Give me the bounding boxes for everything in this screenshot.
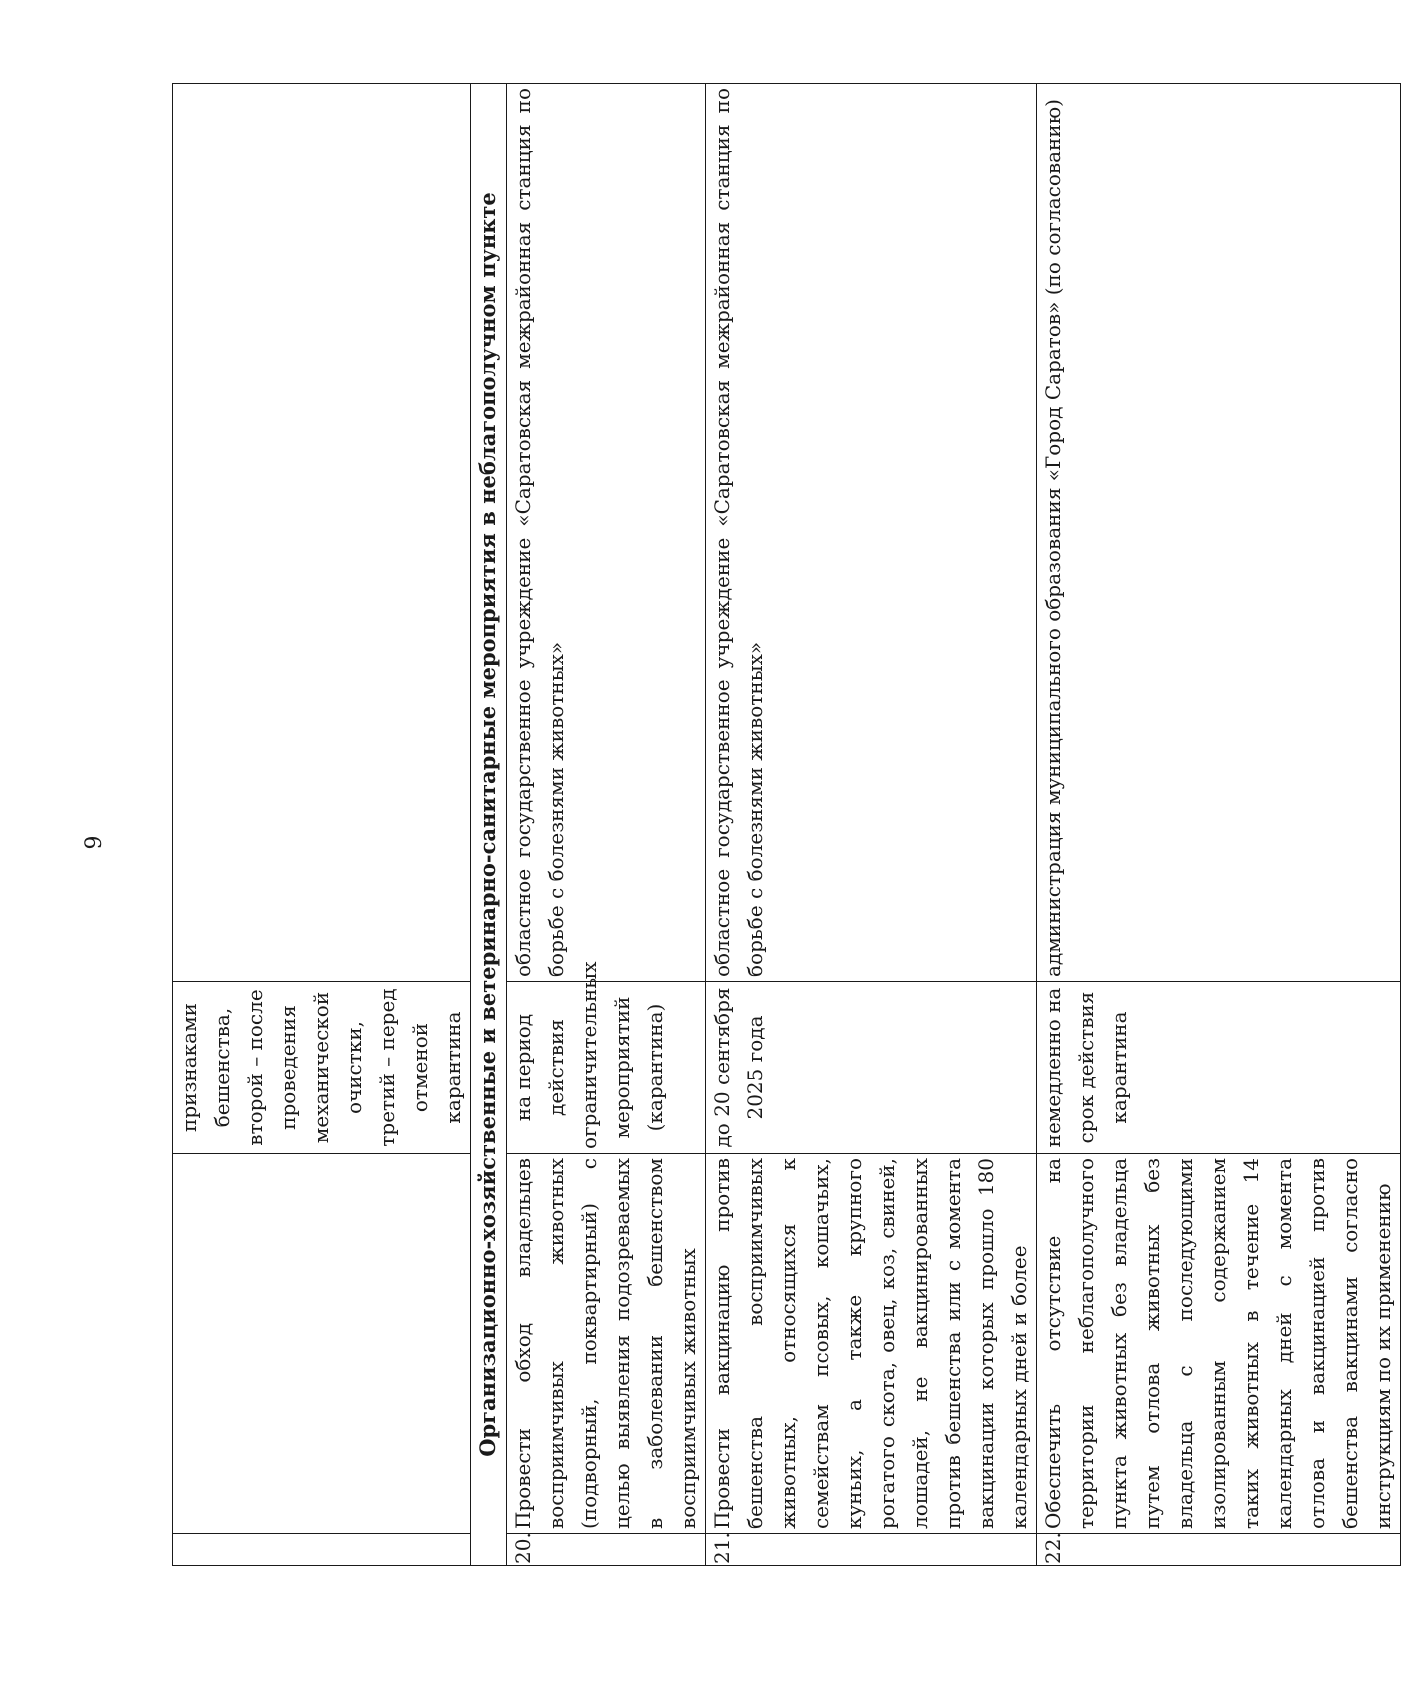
measures-table [172, 83, 1401, 1566]
table-row [173, 84, 471, 1566]
rotated-page-content [172, 84, 1395, 1566]
action-cell [173, 1154, 471, 1534]
term-cell: признаками бешенства, второй – после проведения механической очистки, третий – перед отменой карантина [173, 982, 471, 1154]
executor-cell: областное государственное учреждение «Саратовская межрайонная станция по борьбе с болезнями животных» [507, 84, 706, 982]
term-cell: на период действия ограничительных мероприятий (карантина) [507, 982, 706, 1154]
table-row [706, 84, 1037, 1566]
row-number: 20. [507, 1534, 706, 1566]
action-cell: Провести обход владельцев восприимчивых животных (подворный, поквартирный) с целью выявления подозреваемых в заболевании бешенством восприимчивых животных [507, 1154, 706, 1534]
executor-cell: администрация муниципального образования «Город Саратов» (по согласованию) [1037, 84, 1401, 982]
executor-cell [173, 84, 471, 982]
term-cell: немедленно на срок действия карантина [1037, 982, 1401, 1154]
page-number: 6 [78, 835, 104, 850]
term-cell: до 20 сентября 2025 года [706, 982, 1037, 1154]
action-cell: Обеспечить отсутствие на территории неблагополучного пункта животных без владельца путем отлова животных без владельца с последующими изолированным содержанием таких животных в течение 14 календарных дней с момента отлова и вакцинацией против бешенства вакцинами согласно инструкциям по их применению [1037, 1154, 1401, 1534]
table-row [1037, 84, 1401, 1566]
num-cell [173, 1534, 471, 1566]
section-header: Организационно-хозяйственные и ветеринарно-санитарные мероприятия в неблагополучном пункте [471, 84, 507, 1566]
row-number: 22. [1037, 1534, 1401, 1566]
action-cell: Провести вакцинацию против бешенства восприимчивых животных, относящихся к семействам псовых, кошачьих, куньих, а также крупного рогатого скота, овец, коз, свиней, лошадей, не вакцинированных против бешенства или с момента вакцинации которых прошло 180 календарных дней и более [706, 1154, 1037, 1534]
row-number: 21. [706, 1534, 1037, 1566]
table-row [507, 84, 706, 1566]
executor-cell: областное государственное учреждение «Саратовская межрайонная станция по борьбе с болезнями животных» [706, 84, 1037, 982]
section-header-row [471, 84, 507, 1566]
